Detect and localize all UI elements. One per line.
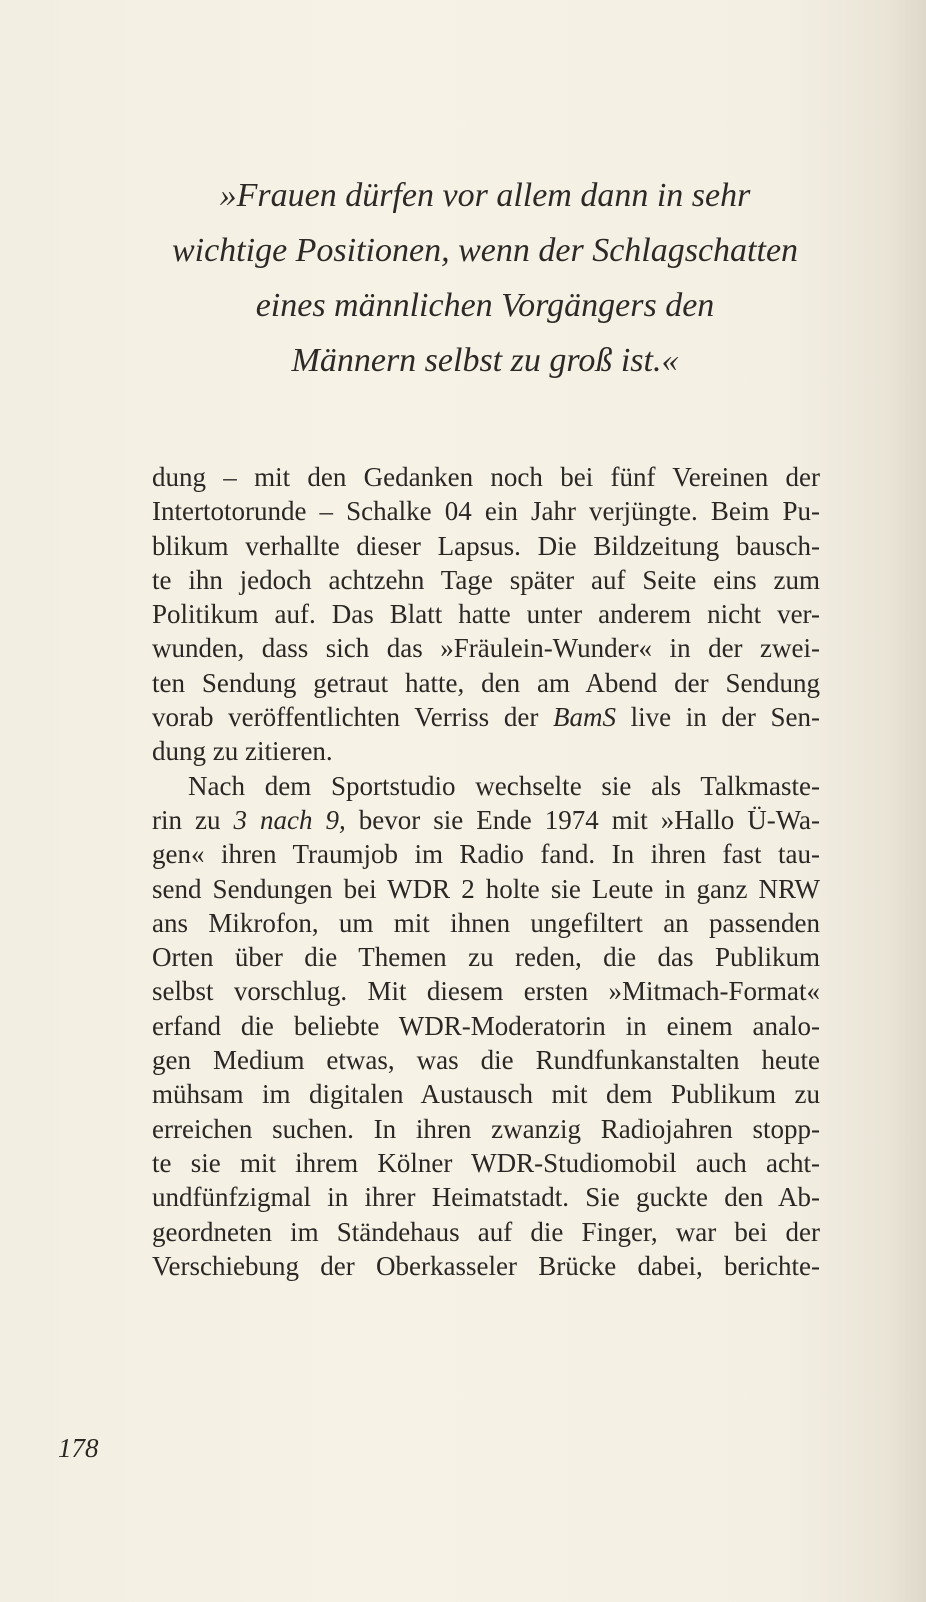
text-line: te ihn jedoch achtzehn Tage später auf Seite eins zum [152,564,820,595]
text-line: erfand die beliebte WDR-Moderatorin in einem analo- [152,1010,820,1041]
text-line: send Sendungen bei WDR 2 holte sie Leute in ganz NRW [152,873,820,904]
text-line: dung zu zitieren. [152,736,333,767]
text-line: te sie mit ihrem Kölner WDR-Studiomobil auch acht- [152,1147,820,1178]
page-number: 178 [58,1433,99,1463]
text-line: Politikum auf. Das Blatt hatte unter anderem nicht ver- [152,599,820,630]
body-text [152,460,820,1283]
text-line: Nach dem Sportstudio wechselte sie als Talkmaste- [188,770,820,801]
text-line: dung – mit den Gedanken noch bei fünf Vereinen der [152,462,820,492]
quote-line: eines männlichen Vorgängers den [255,287,715,324]
text-line: erreichen suchen. In ihren zwanzig Radiojahren stopp- [152,1113,820,1144]
text-line: gen« ihren Traumjob im Radio fand. In ihren fast tau- [152,839,820,870]
quote-line: wichtige Positionen, wenn der Schlagschatten [171,232,799,269]
quote-line: Männern selbst zu groß ist.« [291,342,679,379]
text-line: wunden, dass sich das »Fräulein-Wunder« in der zwei- [152,633,820,664]
text-segment: live in der Sen- [615,702,820,733]
text-line [152,803,820,837]
text-line: mühsam im digitalen Austausch mit dem Publikum zu [152,1079,820,1110]
text-line: ans Mikrofon, um mit ihnen ungefiltert an passenden [152,907,820,938]
pull-quote [150,168,820,388]
text-line [152,700,820,734]
text-line: Intertotorunde – Schalke 04 ein Jahr verjüngte. Beim Pu- [152,496,820,527]
text-line: Verschiebung der Oberkasseler Brücke dabei, berichte- [152,1250,820,1281]
text-line: selbst vorschlug. Mit diesem ersten »Mitmach-Format« [152,976,820,1007]
emphasis-show-title: 3 nach 9, [233,804,346,835]
text-line: gen Medium etwas, was die Rundfunkanstalten heute [152,1045,820,1076]
text-line: Orten über die Themen zu reden, die das Publikum [152,942,820,973]
quote-line: »Frauen dürfen vor allem dann in sehr [219,177,751,214]
text-segment: rin zu [152,804,234,835]
text-segment: bevor sie Ende 1974 mit »Hallo Ü-Wa- [345,804,821,835]
text-line: undfünfzigmal in ihrer Heimatstadt. Sie guckte den Ab- [152,1182,820,1213]
text-line: blikum verhallte dieser Lapsus. Die Bildzeitung bausch- [152,530,820,561]
text-line: ten Sendung getraut hatte, den am Abend der Sendung [152,667,820,698]
emphasis-bams: BamS [552,702,616,733]
text-segment: vorab veröffentlichten Verriss der [152,702,553,733]
text-line: geordneten im Ständehaus auf die Finger, war bei der [152,1216,820,1247]
